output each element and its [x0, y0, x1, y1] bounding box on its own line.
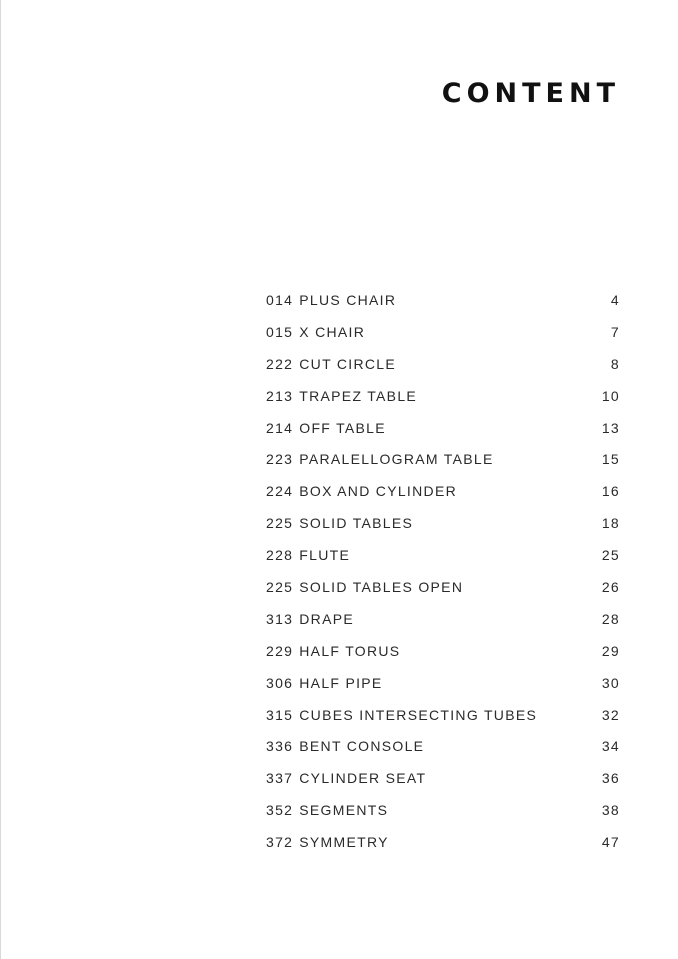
toc-entry-name: HALF PIPE: [299, 674, 383, 691]
toc-entry-box-and-cylinder[interactable]: [266, 475, 620, 507]
toc-entry-cubes-intersecting-tubes[interactable]: [266, 699, 620, 731]
toc-entry-label: [266, 802, 388, 818]
toc-entry-name: PLUS CHAIR: [299, 291, 397, 308]
toc-entry-name: HALF TORUS: [299, 642, 401, 659]
toc-entry-name: BOX AND CYLINDER: [299, 483, 457, 500]
toc-entry-name: CYLINDER SEAT: [299, 770, 427, 787]
toc-entry-page: 15: [601, 451, 620, 468]
toc-entry-code: 228: [266, 547, 294, 564]
toc-entry-label: [266, 515, 413, 531]
toc-entry-page: 34: [601, 738, 620, 755]
toc-entry-code: 352: [266, 802, 294, 819]
toc-entry-code: 372: [266, 834, 294, 851]
toc-entry-page: 36: [601, 770, 620, 787]
toc-entry-cut-circle[interactable]: [266, 348, 620, 380]
toc-entry-solid-tables-open[interactable]: [266, 571, 620, 603]
toc-entry-name: FLUTE: [299, 547, 351, 564]
toc-entry-page: 26: [601, 578, 620, 595]
toc-entry-x-chair[interactable]: [266, 316, 620, 348]
toc-entry-off-table[interactable]: [266, 412, 620, 444]
toc-entry-name: SOLID TABLES: [299, 515, 414, 532]
toc-entry-name: CUT CIRCLE: [299, 355, 397, 372]
toc-entry-drape[interactable]: [266, 603, 620, 635]
toc-entry-cylinder-seat[interactable]: [266, 762, 620, 794]
toc-entry-label: [266, 451, 494, 467]
toc-entry-page: 4: [610, 291, 620, 308]
toc-entry-bent-console[interactable]: [266, 730, 620, 762]
toc-entry-code: 313: [266, 610, 294, 627]
toc-entry-code: 214: [266, 419, 294, 436]
toc-entry-page: 8: [610, 355, 620, 372]
toc-entry-code: 306: [266, 674, 294, 691]
toc-entry-page: 38: [601, 802, 620, 819]
toc-entry-name: X CHAIR: [299, 323, 366, 340]
toc-entry-page: 25: [601, 547, 620, 564]
page-edge-divider: [0, 0, 1, 959]
toc-entry-page: 47: [601, 834, 620, 851]
toc-entry-page: 30: [601, 674, 620, 691]
toc-entry-symmetry[interactable]: [266, 826, 620, 858]
toc-entry-label: [266, 547, 350, 563]
toc-entry-name: SEGMENTS: [299, 802, 389, 819]
toc-entry-name: PARALELLOGRAM TABLE: [299, 451, 494, 468]
toc-entry-name: DRAPE: [299, 610, 354, 627]
toc-entry-page: 32: [601, 706, 620, 723]
page-title: CONTENT: [441, 78, 620, 109]
toc-entry-code: 229: [266, 642, 294, 659]
toc-entry-label: [266, 292, 396, 308]
toc-entry-code: 337: [266, 770, 294, 787]
toc-entry-page: 18: [601, 515, 620, 532]
toc-entry-page: 16: [601, 483, 620, 500]
toc-entry-code: 315: [266, 706, 294, 723]
toc-entry-trapez-table[interactable]: [266, 380, 620, 412]
toc-entry-page: 13: [601, 419, 620, 436]
toc-entry-code: 224: [266, 483, 294, 500]
toc-entry-code: 213: [266, 387, 294, 404]
toc-entry-label: [266, 324, 365, 340]
toc-entry-label: [266, 611, 354, 627]
toc-entry-page: 29: [601, 642, 620, 659]
table-of-contents: [266, 284, 620, 858]
toc-entry-name: SYMMETRY: [299, 834, 389, 851]
toc-entry-code: 015: [266, 323, 294, 340]
toc-entry-code: 225: [266, 515, 294, 532]
toc-entry-label: [266, 420, 386, 436]
toc-entry-paralellogram-table[interactable]: [266, 443, 620, 475]
toc-entry-half-pipe[interactable]: [266, 667, 620, 699]
toc-entry-code: 223: [266, 451, 294, 468]
toc-entry-name: OFF TABLE: [299, 419, 386, 436]
toc-entry-half-torus[interactable]: [266, 635, 620, 667]
toc-entry-name: CUBES INTERSECTING TUBES: [299, 706, 538, 723]
toc-entry-label: [266, 675, 383, 691]
toc-entry-page: 10: [601, 387, 620, 404]
toc-entry-code: 336: [266, 738, 294, 755]
toc-entry-label: [266, 643, 400, 659]
toc-entry-label: [266, 707, 537, 723]
toc-entry-label: [266, 388, 417, 404]
toc-entry-label: [266, 738, 424, 754]
toc-entry-label: [266, 579, 463, 595]
toc-entry-code: 014: [266, 291, 294, 308]
toc-entry-label: [266, 483, 457, 499]
toc-entry-name: TRAPEZ TABLE: [299, 387, 418, 404]
toc-entry-label: [266, 770, 426, 786]
toc-entry-segments[interactable]: [266, 794, 620, 826]
toc-entry-flute[interactable]: [266, 539, 620, 571]
toc-entry-label: [266, 356, 396, 372]
toc-entry-label: [266, 834, 389, 850]
toc-entry-code: 225: [266, 578, 294, 595]
toc-entry-plus-chair[interactable]: [266, 284, 620, 316]
toc-entry-code: 222: [266, 355, 294, 372]
toc-entry-name: SOLID TABLES OPEN: [299, 578, 464, 595]
toc-entry-page: 28: [601, 610, 620, 627]
toc-entry-solid-tables[interactable]: [266, 507, 620, 539]
toc-entry-page: 7: [610, 323, 620, 340]
toc-entry-name: BENT CONSOLE: [299, 738, 425, 755]
